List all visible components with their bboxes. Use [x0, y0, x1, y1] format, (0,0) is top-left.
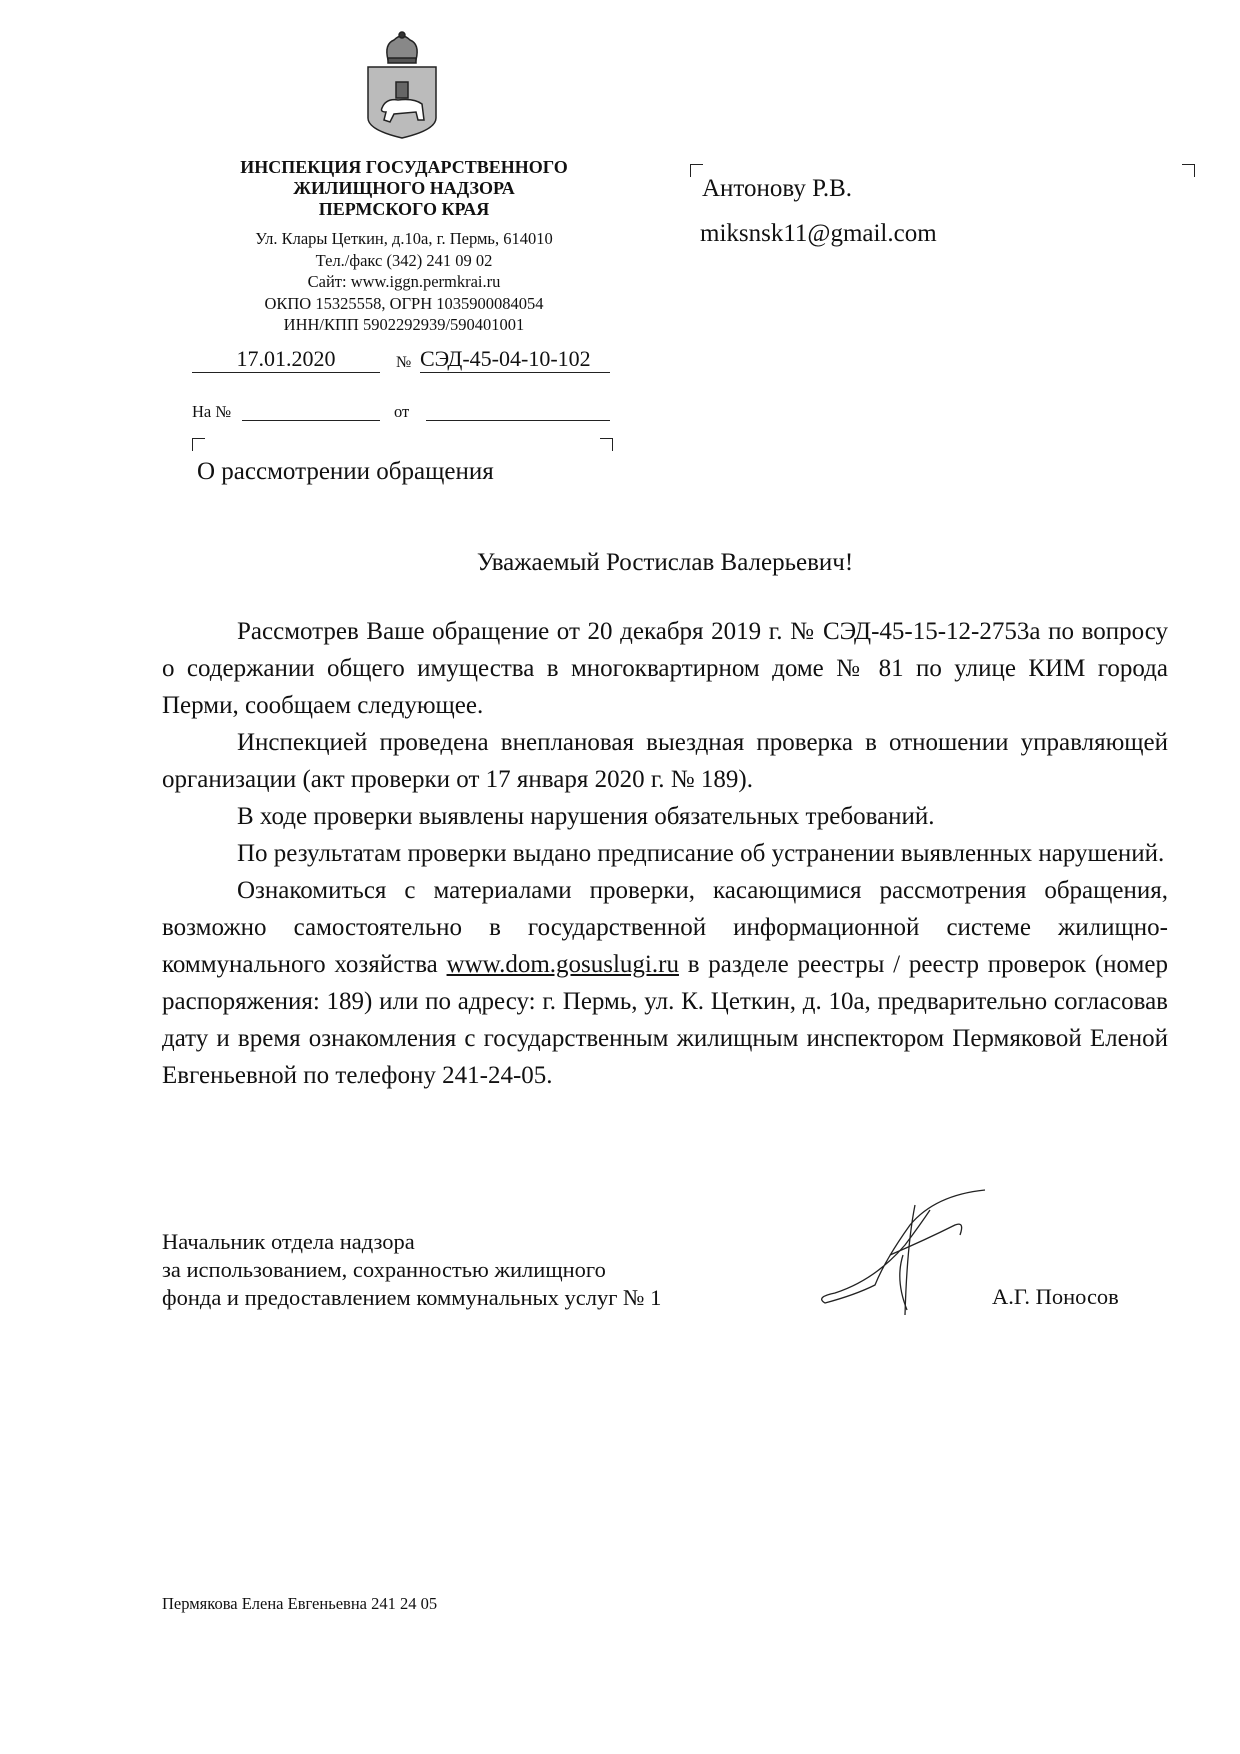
- paragraph: Инспекцией проведена внеплановая выездная проверка в отношении управляющей организации (акт проверки от 17 января 2020 г. № 189).: [162, 729, 1168, 793]
- paragraph-text: в разделе реестры / реестр проверок (номер распоряжения: 189) или по адресу: г. Пермь, ул. К. Цеткин, д. 10а, предварительно согласовав дату и время ознакомления с государственным жилищным инспектором Пермяковой Еленой Евгеньевной по телефону 241-24-05.: [162, 951, 1168, 1089]
- greeting: Уважаемый Ростислав Валерьевич!: [476, 549, 854, 576]
- number-label: №: [396, 354, 412, 371]
- executor-info: Пермякова Елена Евгеньевна 241 24 05: [162, 1594, 438, 1613]
- date-field: [192, 346, 380, 373]
- org-name-line: ИНСПЕКЦИЯ ГОСУДАРСТВЕННОГО: [240, 157, 568, 177]
- reply-to-blank: [242, 420, 380, 421]
- reply-to-label: На №: [192, 402, 232, 421]
- org-inn-kpp: ИНН/КПП 5902292939/590401001: [283, 315, 525, 334]
- recipient-name: Антонову Р.В.: [702, 175, 853, 202]
- signatory-name: А.Г. Поносов: [992, 1284, 1119, 1309]
- org-contacts: [204, 228, 604, 336]
- document-number: СЭД-45-04-10-102: [420, 346, 591, 371]
- gis-zhkh-link[interactable]: www.dom.gosuslugi.ru: [446, 951, 679, 978]
- position-line: Начальник отдела надзора: [162, 1229, 415, 1254]
- from-label: от: [394, 402, 410, 421]
- recipient-bracket-right: [1182, 164, 1195, 177]
- org-phone: Тел./факс (342) 241 09 02: [315, 250, 493, 270]
- recipient-email: miksnsk11@gmail.com: [700, 220, 937, 247]
- paragraph: Рассмотрев Ваше обращение от 20 декабря 2019 г. № СЭД-45-15-12-2753а по вопросу о содержании общего имущества в многоквартирном доме № 81 по улице КИМ города Перми, сообщаем следующее.: [162, 618, 1168, 719]
- subject-bracket-left: [192, 438, 205, 451]
- coat-of-arms-emblem: [364, 30, 440, 140]
- org-name: [204, 157, 604, 220]
- handwritten-signature: [815, 1185, 995, 1325]
- paragraph: В ходе проверки выявлены нарушения обязательных требований.: [237, 803, 935, 830]
- paragraph-text: Ознакомиться с материалами проверки, касающимися рассмотрения обращения, возможно самостоятельно в государственной информационной системе жилищно-коммунального хозяйства: [162, 877, 1168, 978]
- org-website: Сайт: www.iggn.permkrai.ru: [307, 272, 501, 291]
- signatory-position: [162, 1228, 661, 1312]
- number-field: [420, 346, 610, 373]
- from-blank: [426, 420, 610, 421]
- org-address: Ул. Клары Цеткин, д.10а, г. Пермь, 614010: [255, 229, 553, 248]
- subject-bracket-right: [600, 438, 613, 451]
- paragraph: По результатам проверки выдано предписание об устранении выявленных нарушений.: [237, 840, 1165, 867]
- subject: О рассмотрении обращения: [197, 458, 494, 485]
- org-name-line: ПЕРМСКОГО КРАЯ: [318, 199, 490, 219]
- position-line: за использованием, сохранностью жилищного: [162, 1257, 606, 1282]
- position-line: фонда и предоставлением коммунальных услуг № 1: [162, 1285, 662, 1310]
- paragraph: [162, 872, 1168, 1094]
- org-okpo-ogrn: ОКПО 15325558, ОГРН 1035900084054: [264, 293, 544, 313]
- org-name-line: ЖИЛИЩНОГО НАДЗОРА: [293, 178, 515, 198]
- document-date: 17.01.2020: [236, 346, 336, 371]
- letter-body: [162, 613, 1168, 1094]
